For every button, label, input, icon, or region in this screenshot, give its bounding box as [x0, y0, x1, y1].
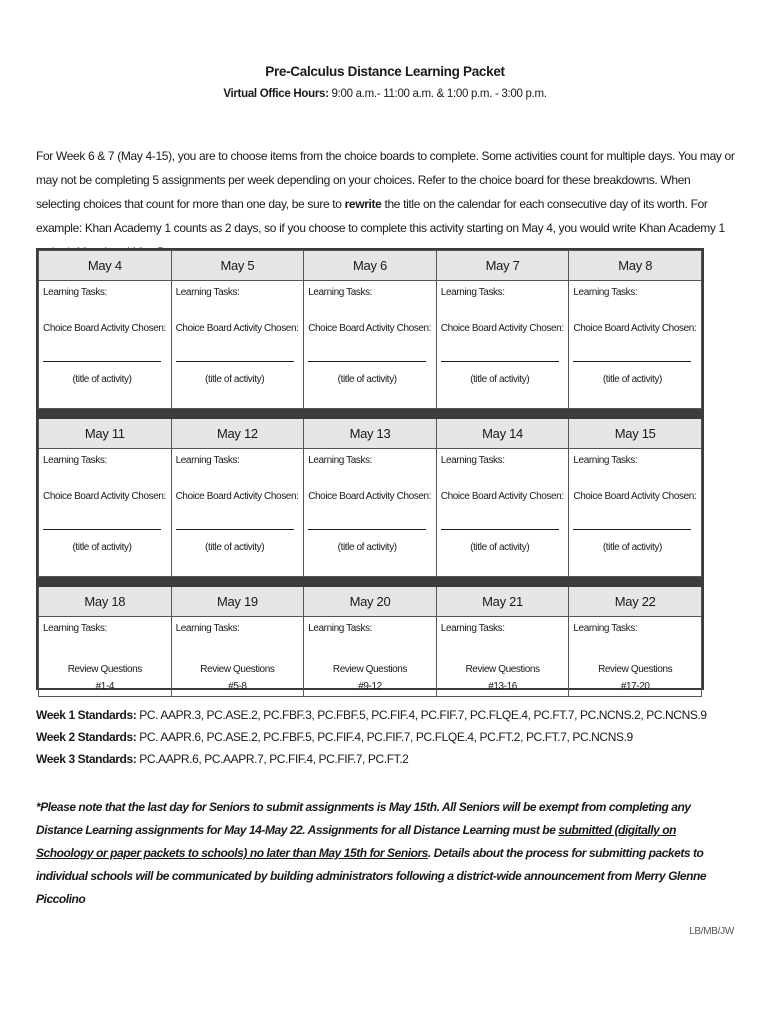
day-header: May 11	[39, 419, 172, 449]
day-header: May 14	[436, 419, 569, 449]
review-range: #9-12	[358, 681, 382, 692]
title-of-activity-label: (title of activity)	[72, 542, 132, 553]
day-cell	[304, 617, 437, 697]
day-header: May 15	[569, 419, 702, 449]
note-text-2: . Details about the process for submitting packets to individual schools will be communicated by building administrators following a district-wide announcement from Merry Glenne Piccolino	[36, 846, 707, 906]
choice-board-label: Choice Board Activity Chosen:	[440, 323, 564, 334]
activity-write-line[interactable]	[308, 529, 426, 530]
week3-header-row	[39, 587, 702, 617]
standards-value: PC. AAPR.6, PC.ASE.2, PC.FBF.5, PC.FIF.4, PC.FIF.7, PC.FLQE.4, PC.FT.2, PC.FT.7, PC.NCNS.9	[136, 730, 633, 744]
office-hours	[0, 88, 770, 100]
learning-tasks-label: Learning Tasks:	[175, 287, 240, 298]
standards-value: PC. AAPR.3, PC.ASE.2, PC.FBF.3, PC.FBF.5, PC.FIF.4, PC.FIF.7, PC.FLQE.4, PC.FT.7, PC.NCNS.2, PC.NCNS.9	[136, 708, 707, 722]
day-header: May 6	[304, 251, 437, 281]
day-header: May 12	[171, 419, 304, 449]
title-of-activity-label: (title of activity)	[205, 542, 265, 553]
page-title: Pre-Calculus Distance Learning Packet	[265, 64, 505, 79]
day-header: May 7	[436, 251, 569, 281]
title-of-activity-label: (title of activity)	[470, 542, 530, 553]
day-cell	[569, 449, 702, 577]
learning-tasks-label: Learning Tasks:	[440, 623, 505, 634]
week1-header-row	[39, 251, 702, 281]
activity-write-line[interactable]	[43, 361, 161, 362]
day-cell	[39, 281, 172, 409]
review-label: Review Questions	[465, 664, 540, 675]
choice-board-label: Choice Board Activity Chosen:	[440, 491, 564, 502]
learning-tasks-label: Learning Tasks:	[308, 287, 373, 298]
day-cell	[436, 281, 569, 409]
choice-board-label: Choice Board Activity Chosen:	[573, 323, 697, 334]
week-separator	[39, 577, 702, 587]
day-cell	[436, 449, 569, 577]
learning-tasks-label: Learning Tasks:	[308, 455, 373, 466]
activity-write-line[interactable]	[308, 361, 426, 362]
learning-tasks-label: Learning Tasks:	[43, 287, 107, 298]
week-separator	[39, 409, 702, 419]
day-header: May 18	[39, 587, 172, 617]
day-header: May 19	[171, 587, 304, 617]
title-of-activity-label: (title of activity)	[470, 374, 530, 385]
day-cell	[569, 281, 702, 409]
choice-board-label: Choice Board Activity Chosen:	[43, 491, 166, 502]
learning-tasks-label: Learning Tasks:	[440, 287, 505, 298]
review-range: #1-4	[95, 681, 114, 692]
intro-paragraph	[36, 144, 736, 264]
standards-label: Week 1 Standards:	[36, 708, 137, 722]
title-of-activity-label: (title of activity)	[602, 542, 662, 553]
day-cell	[171, 449, 304, 577]
intro-bold-rewrite: rewrite	[344, 197, 382, 211]
learning-tasks-label: Learning Tasks:	[573, 287, 638, 298]
activity-write-line[interactable]	[441, 361, 559, 362]
day-header: May 20	[304, 587, 437, 617]
learning-tasks-label: Learning Tasks:	[43, 455, 107, 466]
activity-write-line[interactable]	[573, 529, 691, 530]
day-cell	[304, 281, 437, 409]
activity-write-line[interactable]	[176, 361, 294, 362]
activity-write-line[interactable]	[176, 529, 294, 530]
activity-write-line[interactable]	[43, 529, 161, 530]
learning-tasks-label: Learning Tasks:	[440, 455, 505, 466]
review-questions	[573, 661, 697, 695]
title-of-activity-label: (title of activity)	[205, 374, 265, 385]
week2-body-row	[39, 449, 702, 577]
title-of-activity-label: (title of activity)	[72, 374, 132, 385]
review-label: Review Questions	[332, 664, 408, 675]
day-cell	[569, 617, 702, 697]
note-underlined: submitted (digitally on Schoology or paper packets to schools) no later than May 15th for Seniors	[36, 823, 676, 860]
activity-write-line[interactable]	[573, 361, 691, 362]
standards-list	[36, 704, 736, 770]
day-cell	[171, 281, 304, 409]
day-header: May 4	[39, 251, 172, 281]
title-of-activity-label: (title of activity)	[602, 374, 662, 385]
office-hours-label: Virtual Office Hours:	[223, 88, 329, 100]
separator-bar	[39, 409, 702, 419]
choice-board-label: Choice Board Activity Chosen:	[573, 491, 697, 502]
title-of-activity-label: (title of activity)	[337, 542, 397, 553]
choice-board-label: Choice Board Activity Chosen:	[308, 323, 432, 334]
review-label: Review Questions	[200, 664, 275, 675]
choice-board-label: Choice Board Activity Chosen:	[308, 491, 432, 502]
intro-text-2: the title on the calendar for each consecutive day of its worth. For example: Khan Academy 1 counts as 2 days, so if you choose to complete this activity starting on May 4, you would write Khan Academy 1	[36, 197, 725, 235]
title-of-activity-label: (title of activity)	[337, 374, 397, 385]
review-questions	[176, 661, 300, 695]
standards-week2	[36, 726, 736, 748]
day-cell	[39, 617, 172, 697]
learning-tasks-label: Learning Tasks:	[43, 623, 107, 634]
day-header: May 22	[569, 587, 702, 617]
learning-tasks-label: Learning Tasks:	[308, 623, 373, 634]
day-cell	[39, 449, 172, 577]
learning-tasks-label: Learning Tasks:	[573, 455, 638, 466]
office-hours-value: 9:00 a.m.- 11:00 a.m. & 1:00 p.m. - 3:00 p.m.	[328, 88, 547, 100]
review-range: #5-8	[228, 681, 247, 692]
review-range: #17-20	[620, 681, 650, 692]
review-questions	[43, 661, 167, 695]
intro-text-1: For Week 6 & 7 (May 4-15), you are to choose items from the choice boards to complete. Some activities count for multiple days. You may or may not be completing 5 assignments per week depending on your choices. Refer to the choice board for these breakdowns. When selecting choices that count for more than one day, be sure to	[36, 149, 735, 211]
standards-week1	[36, 704, 736, 726]
week2-header-row	[39, 419, 702, 449]
review-range: #13-16	[488, 681, 517, 692]
day-cell	[171, 617, 304, 697]
review-questions	[308, 661, 432, 695]
week1-body-row	[39, 281, 702, 409]
learning-tasks-label: Learning Tasks:	[175, 623, 240, 634]
choice-board-label: Choice Board Activity Chosen:	[175, 323, 299, 334]
activity-write-line[interactable]	[441, 529, 559, 530]
separator-bar	[39, 577, 702, 587]
standards-label: Week 3 Standards:	[36, 752, 137, 766]
day-cell	[304, 449, 437, 577]
author-initials: LB/MB/JW	[689, 926, 734, 937]
review-label: Review Questions	[598, 664, 673, 675]
day-header: May 5	[171, 251, 304, 281]
review-questions	[441, 661, 565, 695]
learning-tasks-label: Learning Tasks:	[573, 623, 638, 634]
day-cell	[436, 617, 569, 697]
choice-board-label: Choice Board Activity Chosen:	[43, 323, 166, 334]
week3-body-row	[39, 617, 702, 697]
choice-board-label: Choice Board Activity Chosen:	[175, 491, 299, 502]
note-text-1: *Please note that the last day for Seniors to submit assignments is May 15th. All Seniors will be exempt from completing any Distance Learning assignments for May 14-May 22. Assignments for all Distance Learning must be	[36, 800, 691, 837]
standards-value: PC.AAPR.6, PC.AAPR.7, PC.FIF.4, PC.FIF.7, PC.FT.2	[136, 752, 409, 766]
standards-label: Week 2 Standards:	[36, 730, 137, 744]
calendar-table	[36, 248, 704, 690]
learning-tasks-label: Learning Tasks:	[175, 455, 240, 466]
day-header: May 21	[436, 587, 569, 617]
senior-note	[36, 796, 736, 911]
day-header: May 8	[569, 251, 702, 281]
day-header: May 13	[304, 419, 437, 449]
standards-week3	[36, 748, 736, 770]
review-label: Review Questions	[67, 664, 142, 675]
